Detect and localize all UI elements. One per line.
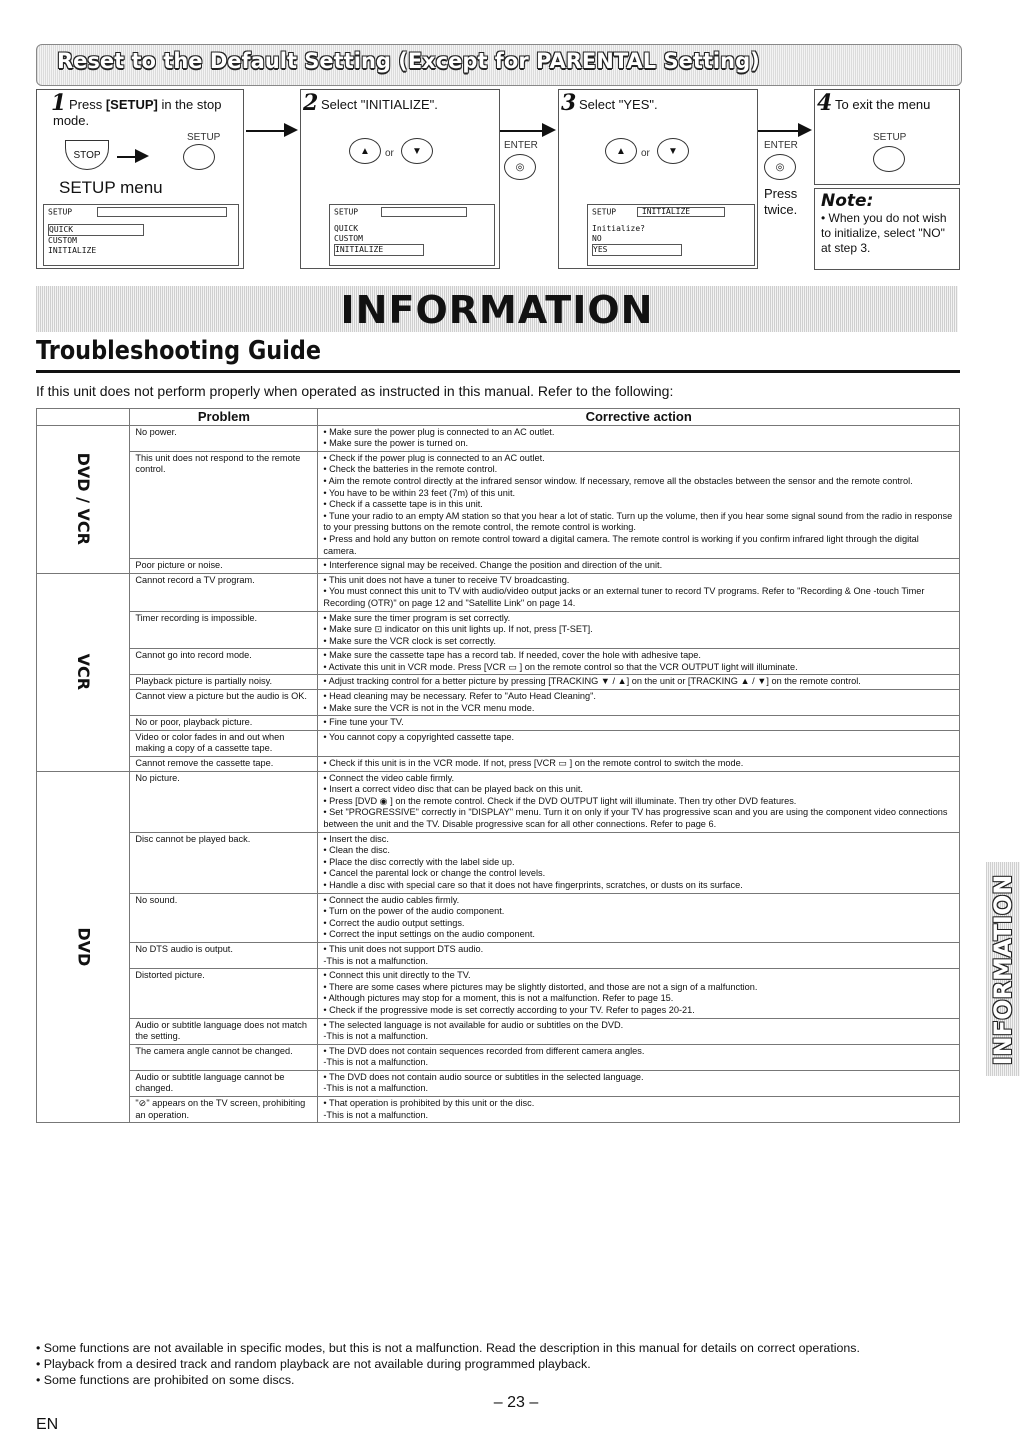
note-title: Note: <box>821 191 874 211</box>
action-item: • Connect the audio cables firmly. <box>323 894 460 905</box>
action-cell <box>318 1097 960 1123</box>
action-cell <box>318 893 960 942</box>
setup-button-icon <box>183 144 215 170</box>
step-arrowhead-icon <box>798 123 812 137</box>
action-item: • Correct the input settings on the audio component. <box>323 929 535 940</box>
action-item: -This is not a malfunction. <box>323 1057 429 1068</box>
action-item: • The selected language is not available for audio or subtitles on the DVD. <box>323 1019 624 1030</box>
step-arrow <box>500 130 544 132</box>
action-item: • Connect this unit directly to the TV. <box>323 970 471 981</box>
action-item: • The DVD does not contain audio source or subtitles in the selected language. <box>323 1071 644 1082</box>
problem-cell: No DTS audio is output. <box>130 942 318 968</box>
action-cell <box>318 969 960 1018</box>
header-corrective-action: Corrective action <box>318 409 960 426</box>
press-twice-text: Press twice. <box>764 186 798 217</box>
action-item: • Make sure the VCR is not in the VCR menu mode. <box>323 702 535 713</box>
down-button-icon: ▼ <box>401 138 433 164</box>
step-number: 1 <box>51 90 67 116</box>
step-3-text: Select "YES". <box>579 97 658 112</box>
step-arrow <box>246 130 286 132</box>
table-row <box>37 690 960 716</box>
side-tab: INFORMATION <box>986 862 1020 1076</box>
step-arrowhead-icon <box>284 123 298 137</box>
action-item: • This unit does not have a tuner to receive TV broadcasting. <box>323 574 570 585</box>
table-row <box>37 893 960 942</box>
problem-cell: Distorted picture. <box>130 969 318 1018</box>
problem-cell: No or poor, playback picture. <box>130 716 318 731</box>
action-cell <box>318 690 960 716</box>
step-arrow <box>758 130 802 132</box>
action-item: • Tune your radio to an empty AM station so that you hear a lot of static. Turn up the volume, then if you hear some signal sound from the radio in response to your pressing buttons on the remote control, the remote control is working. <box>323 510 953 533</box>
footnotes <box>36 1340 860 1388</box>
action-item: • You have to be within 23 feet (7m) of this unit. <box>323 487 516 498</box>
enter-label: ENTER <box>764 140 798 151</box>
table-row <box>37 832 960 893</box>
action-item: • This unit does not support DTS audio. <box>323 943 484 954</box>
table-row <box>37 730 960 756</box>
problem-cell: Timer recording is impossible. <box>130 611 318 649</box>
initialize-menu-screen: SETUP QUICK CUSTOM INITIALIZE <box>329 204 495 266</box>
down-button-icon: ▼ <box>657 138 689 164</box>
action-item: • The DVD does not contain sequences recorded from different camera angles. <box>323 1045 645 1056</box>
action-cell <box>318 771 960 832</box>
action-item: • Insert a correct video disc that can be played back on this unit. <box>323 784 583 795</box>
action-item: • Set "PROGRESSIVE" correctly in "DISPLAY" menu. Turn it on only if your TV has progressive scan and you are using the component video connections between the unit and the TV. Disable progressive scan for all other connections. Refer to page 6. <box>323 807 948 829</box>
table-row <box>37 1070 960 1096</box>
section-banner: Reset to the Default Setting (Except for PARENTAL Setting) <box>36 44 962 86</box>
action-item: • Adjust tracking control for a better picture by pressing [TRACKING ▼ / ▲] on the unit or [TRACKING ▲ / ▼] on the remote control. <box>323 676 861 687</box>
enter-label: ENTER <box>504 140 538 151</box>
action-cell <box>318 573 960 611</box>
action-item: • Turn on the power of the audio component. <box>323 906 505 917</box>
action-cell <box>318 1018 960 1044</box>
action-item: • Make sure the power is turned on. <box>323 438 469 449</box>
section-label: DVD / VCR <box>37 425 130 573</box>
step-2-text: Select "INITIALIZE". <box>321 97 438 112</box>
step-2-box: 2 Select "INITIALIZE". ▲ or ▼ SETUP QUICK CUSTOM INITIALIZE <box>300 89 500 269</box>
problem-cell: Cannot record a TV program. <box>130 573 318 611</box>
action-item: • Cancel the parental lock or change the control levels. <box>323 868 546 879</box>
problem-cell: The camera angle cannot be changed. <box>130 1044 318 1070</box>
action-item: • Make sure the timer program is set correctly. <box>323 612 511 623</box>
action-cell <box>318 1070 960 1096</box>
footnote: • Some functions are prohibited on some discs. <box>36 1373 295 1387</box>
enter-button-icon: ◎ <box>764 154 796 180</box>
footnote: • Playback from a desired track and random playback are not available during programmed playback. <box>36 1357 591 1371</box>
action-item: • Head cleaning may be necessary. Refer to "Auto Head Cleaning". <box>323 691 596 702</box>
problem-cell: Cannot view a picture but the audio is OK. <box>130 690 318 716</box>
setup-button-icon <box>873 146 905 172</box>
action-item: • Insert the disc. <box>323 833 389 844</box>
action-item: • Aim the remote control directly at the infrared sensor window. If necessary, remove all the obstacles between the sensor and the remote control. <box>323 475 913 486</box>
problem-cell: Cannot remove the cassette tape. <box>130 757 318 772</box>
action-item: • You cannot copy a copyrighted cassette tape. <box>323 731 515 742</box>
setup-label: SETUP <box>187 132 221 143</box>
table-body <box>37 425 960 1123</box>
action-item: • Although pictures may stop for a moment, this is not a malfunction. Refer to page 15. <box>323 993 674 1004</box>
table-header-row <box>37 409 960 426</box>
table-row <box>37 611 960 649</box>
enter-button-icon: ◎ <box>504 154 536 180</box>
step-4-box: 4 To exit the menu SETUP <box>814 89 960 185</box>
action-item: -This is not a malfunction. <box>323 1083 429 1094</box>
action-cell <box>318 451 960 558</box>
action-item: • Make sure the VCR clock is set correctly. <box>323 635 496 646</box>
action-item: • Clean the disc. <box>323 845 390 856</box>
action-item: -This is not a malfunction. <box>323 1031 429 1042</box>
problem-cell: Disc cannot be played back. <box>130 832 318 893</box>
action-cell <box>318 832 960 893</box>
table-row <box>37 675 960 690</box>
problem-cell: No sound. <box>130 893 318 942</box>
problem-cell: Poor picture or noise. <box>130 559 318 574</box>
table-row <box>37 1097 960 1123</box>
action-item: • Press and hold any button on remote control toward a digital camera. The remote control is working if you confirm infrared light through the digital camera. <box>323 533 919 556</box>
page-title: Troubleshooting Guide <box>36 336 322 366</box>
stop-button-icon: STOP <box>65 140 109 170</box>
arrow-icon <box>117 156 137 158</box>
action-cell <box>318 675 960 690</box>
action-item: • You must connect this unit to TV with audio/video output jacks or an external tuner to record TV programs. Refer to "Recording & One -touch Timer Recording (OTR)" on page 12 and "Satellite Link" on page 14. <box>323 586 925 608</box>
problem-cell: No picture. <box>130 771 318 832</box>
problem-cell: No power. <box>130 425 318 451</box>
step-arrowhead-icon <box>542 123 556 137</box>
action-item: • Check if the power plug is connected to an AC outlet. <box>323 452 545 463</box>
action-item: • Check if this unit is in the VCR mode. If not, press [VCR ▭ ] on the remote control to switch the mode. <box>323 758 744 769</box>
problem-cell: "⊘" appears on the TV screen, prohibiting an operation. <box>130 1097 318 1123</box>
action-item: • Interference signal may be received. Change the position and direction of the unit. <box>323 560 663 571</box>
action-item: -This is not a malfunction. <box>323 955 429 966</box>
table-row <box>37 573 960 611</box>
step-1-box <box>36 89 244 269</box>
action-cell <box>318 1044 960 1070</box>
up-button-icon: ▲ <box>349 138 381 164</box>
action-item: • Fine tune your TV. <box>323 717 404 728</box>
table-row <box>37 716 960 731</box>
step-3-box: 3 Select "YES". ▲ or ▼ SETUP INITIALIZE Initialize? NO YES <box>558 89 758 269</box>
action-cell <box>318 559 960 574</box>
action-cell <box>318 425 960 451</box>
setup-menu-caption: SETUP menu <box>59 178 163 197</box>
table-row <box>37 1018 960 1044</box>
problem-cell: Video or color fades in and out when making a copy of a cassette tape. <box>130 730 318 756</box>
problem-cell: Playback picture is partially noisy. <box>130 675 318 690</box>
action-item: • Make sure ⊡ indicator on this unit lights up. If not, press [T-SET]. <box>323 624 593 635</box>
note-text: • When you do not wish to initialize, select "NO" at step 3. <box>821 211 947 255</box>
problem-cell: Audio or subtitle language does not match the setting. <box>130 1018 318 1044</box>
action-item: • Handle a disc with special care so that it does not have fingerprints, scratches, or dusts on its surface. <box>323 879 743 890</box>
up-button-icon: ▲ <box>605 138 637 164</box>
action-cell <box>318 730 960 756</box>
action-item: • Make sure the power plug is connected to an AC outlet. <box>323 426 555 437</box>
problem-cell: Cannot go into record mode. <box>130 649 318 675</box>
action-cell <box>318 716 960 731</box>
action-item: • Check if the progressive mode is set correctly according to your TV. Refer to pages 20-21. <box>323 1004 695 1015</box>
table-row <box>37 942 960 968</box>
action-item: • Check the batteries in the remote control. <box>323 464 498 475</box>
action-item: • Connect the video cable firmly. <box>323 772 455 783</box>
table-row <box>37 649 960 675</box>
page-number: – 23 – <box>493 1394 539 1411</box>
language-label: EN <box>36 1416 59 1433</box>
action-item: • That operation is prohibited by this unit or the disc. <box>323 1098 535 1109</box>
title-rule <box>36 370 960 373</box>
step-1-text: Press [SETUP] in the stop mode. <box>53 97 222 128</box>
action-item: • Check if a cassette tape is in this unit. <box>323 499 483 510</box>
confirm-menu-screen: SETUP INITIALIZE Initialize? NO YES <box>587 204 755 266</box>
action-cell <box>318 942 960 968</box>
intro-text: If this unit does not perform properly when operated as instructed in this manual. Refer to the following: <box>36 383 674 399</box>
step-4-text: To exit the menu <box>835 97 931 112</box>
table-row <box>37 757 960 772</box>
table-row <box>37 425 960 451</box>
action-item: • Make sure the cassette tape has a record tab. If needed, cover the hole with adhesive tape. <box>323 650 701 661</box>
setup-menu-screen: SETUP QUICK CUSTOM INITIALIZE <box>43 204 239 266</box>
table-row <box>37 559 960 574</box>
footnote: • Some functions are not available in specific modes, but this is not a malfunction. Read the description in this manual for details on correct operations. <box>36 1341 860 1355</box>
problem-cell: This unit does not respond to the remote control. <box>130 451 318 558</box>
action-item: • Press [DVD ◉ ] on the remote control. Check if the DVD OUTPUT light will illuminate. Then try other DVD features. <box>323 795 797 806</box>
action-cell <box>318 757 960 772</box>
action-item: • Place the disc correctly with the label side up. <box>323 856 515 867</box>
table-row <box>37 451 960 558</box>
arrowhead-icon <box>135 149 149 163</box>
action-item: • Activate this unit in VCR mode. Press [VCR ▭ ] on the remote control so that the VCR OUTPUT light will illuminate. <box>323 661 798 672</box>
action-item: -This is not a malfunction. <box>323 1109 429 1120</box>
note-box <box>814 188 960 270</box>
table-row <box>37 969 960 1018</box>
action-item: • There are some cases where pictures may be slightly distorted, and those are not a sign of a malfunction. <box>323 981 758 992</box>
action-item: • Correct the audio output settings. <box>323 917 465 928</box>
information-band: INFORMATION <box>36 286 958 332</box>
table-row <box>37 771 960 832</box>
table-row <box>37 1044 960 1070</box>
section-label: VCR <box>37 573 130 771</box>
action-cell <box>318 649 960 675</box>
section-label: DVD <box>37 771 130 1123</box>
problem-cell: Audio or subtitle language cannot be changed. <box>130 1070 318 1096</box>
action-cell <box>318 611 960 649</box>
header-problem: Problem <box>130 409 318 426</box>
troubleshooting-table <box>36 408 960 1123</box>
